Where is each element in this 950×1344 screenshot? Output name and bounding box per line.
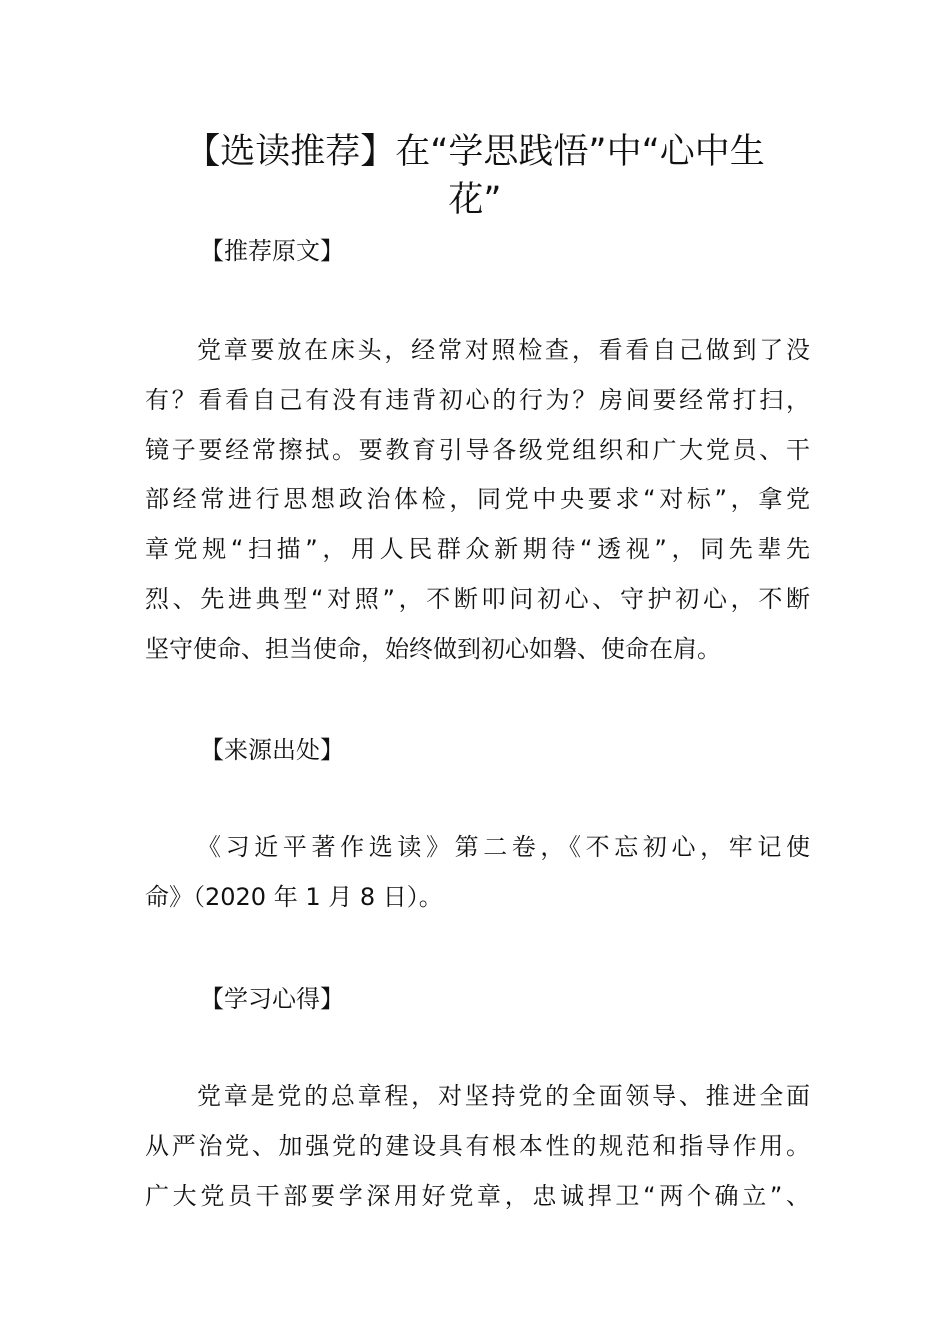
section-heading-recommended-text: 【推荐原文】 bbox=[200, 237, 344, 265]
paragraph-line: 烈、先进典型“对照”，不断叩问初心、守护初心，不断 bbox=[145, 584, 810, 613]
paragraph-recommended-text bbox=[145, 326, 810, 675]
paragraph-line: 广大党员干部要学深用好党章，忠诚捍卫“两个确立”、 bbox=[145, 1181, 810, 1210]
paragraph-line: 章党规“扫描”，用人民群众新期待“透视”，同先辈先 bbox=[145, 535, 810, 564]
title-line-1: 【选读推荐】在“学思践悟”中“心中生 bbox=[185, 132, 765, 172]
paragraph-line: 《习近平著作选读》第二卷，《不忘初心，牢记使 bbox=[197, 833, 810, 861]
section-heading-study-notes: 【学习心得】 bbox=[200, 985, 344, 1013]
paragraph-line: 坚守使命、担当使命，始终做到初心如磐、使命在肩。 bbox=[145, 634, 721, 663]
paragraph-study-notes bbox=[145, 1072, 810, 1221]
paragraph-line: 命》（2020 年 1 月 8 日）。 bbox=[145, 882, 443, 911]
paragraph-line: 党章是党的总章程，对坚持党的全面领导、推进全面 bbox=[197, 1082, 810, 1110]
paragraph-line: 部经常进行思想政治体检，同党中央要求“对标”，拿党 bbox=[145, 485, 810, 514]
paragraph-line: 从严治党、加强党的建设具有根本性的规范和指导作用。 bbox=[145, 1131, 810, 1160]
paragraph-line: 党章要放在床头，经常对照检查，看看自己做到了没 bbox=[197, 336, 810, 364]
paragraph-line: 镜子要经常擦拭。要教育引导各级党组织和广大党员、干 bbox=[145, 435, 810, 464]
title-line-2: 花” bbox=[448, 180, 502, 220]
document-title bbox=[140, 128, 810, 224]
section-heading-source: 【来源出处】 bbox=[200, 736, 344, 764]
paragraph-line: 有？看看自己有没有违背初心的行为？房间要经常打扫， bbox=[145, 385, 810, 414]
paragraph-source bbox=[145, 823, 810, 923]
